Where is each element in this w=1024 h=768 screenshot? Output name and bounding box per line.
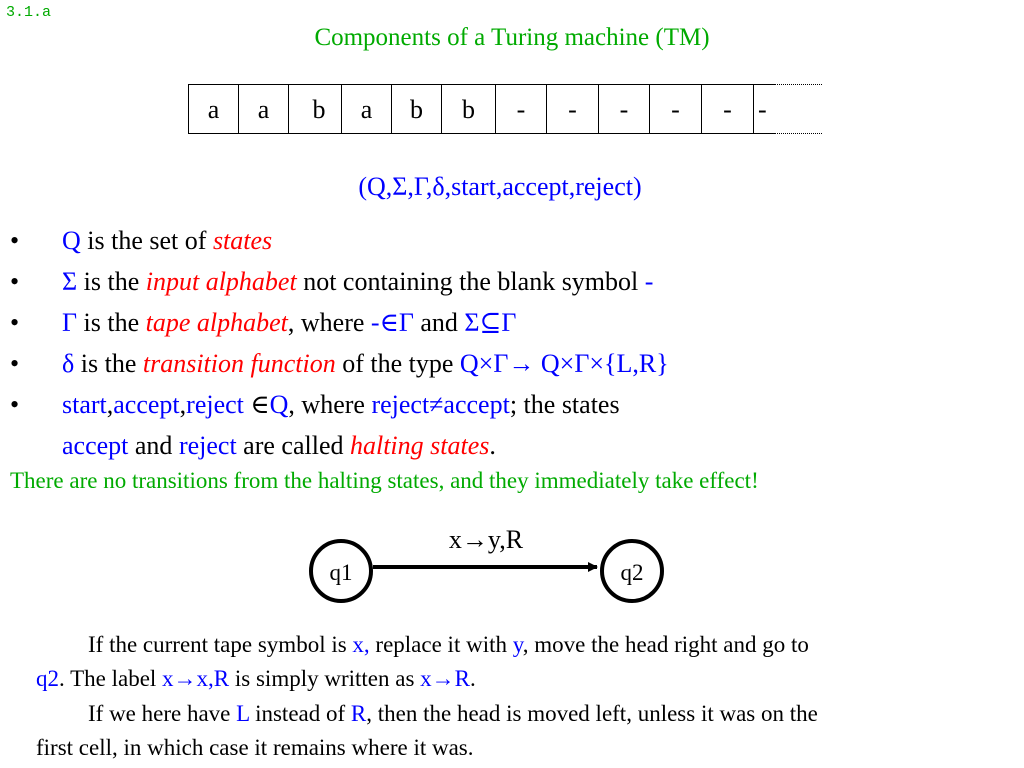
text: , move the head right and go to: [522, 632, 809, 657]
symbol-delta: δ: [62, 349, 75, 378]
direction-l: L: [236, 701, 250, 726]
text: .: [489, 431, 496, 460]
explanation-line-2: [36, 662, 996, 696]
text: , where: [287, 308, 371, 337]
relation-blank-in-gamma: -∈Γ: [370, 308, 414, 337]
text: are called: [236, 431, 350, 460]
text: , then the head is moved left, unless it was on the: [366, 701, 818, 726]
text: is the: [74, 349, 143, 378]
symbol-gamma: Γ: [62, 308, 78, 337]
state-q1-label: q1: [329, 560, 353, 585]
text: replace it with: [369, 632, 513, 657]
text: ,: [179, 390, 187, 419]
text: first cell, in which case it remains where it was.: [36, 735, 474, 760]
term-input-alphabet: input alphabet: [145, 267, 297, 296]
tape-continuation: [774, 84, 822, 134]
label-short: x→R: [420, 666, 471, 691]
text: .: [470, 666, 476, 691]
symbol-y: y: [512, 632, 523, 657]
tape-cell: -: [598, 84, 649, 134]
symbol-q: Q: [62, 226, 81, 255]
tape-cell: -: [701, 84, 753, 134]
tape-cell: a: [238, 84, 288, 134]
slide-title: Components of a Turing machine (TM): [314, 24, 710, 51]
term-tape-alphabet: tape alphabet: [145, 308, 288, 337]
term-halting-states: halting states: [349, 431, 490, 460]
symbol-sigma: Σ: [62, 267, 78, 296]
text: of the type: [335, 349, 460, 378]
bullet-dot: •: [10, 390, 20, 419]
direction-r: R: [350, 701, 367, 726]
state-start: start: [62, 390, 107, 419]
tape-cell: b: [288, 84, 341, 134]
text: . The label: [59, 666, 163, 691]
text: , where: [288, 390, 372, 419]
text: instead of: [249, 701, 351, 726]
tape-cell: -: [546, 84, 598, 134]
bullet-dot: •: [10, 226, 20, 255]
term-states: states: [212, 226, 273, 255]
text: and: [128, 431, 179, 460]
text: is simply written as: [229, 666, 421, 691]
state-reject: reject: [178, 431, 237, 460]
tape-cell: b: [391, 84, 441, 134]
relation-reject-neq-accept: reject≠accept: [371, 390, 510, 419]
transition-label: x→y,R: [448, 525, 524, 554]
explanation-line-3: [36, 697, 996, 731]
symbol-x: x,: [352, 632, 370, 657]
text: If we here have: [88, 701, 237, 726]
tape-cell: -: [495, 84, 546, 134]
tape-cell: -: [649, 84, 701, 134]
text: ,: [106, 390, 114, 419]
slide-number: 3.1.a: [6, 4, 52, 21]
text: is the: [77, 267, 146, 296]
bullet-dot: •: [10, 267, 20, 296]
text: ∈: [243, 390, 270, 419]
explanation-line-1: [36, 628, 996, 662]
tape-cell: b: [441, 84, 495, 134]
blank-symbol: -: [644, 267, 654, 296]
text: If the current tape symbol is: [88, 632, 353, 657]
state-reject: reject: [186, 390, 244, 419]
relation-sigma-subset-gamma: Σ⊆Γ: [464, 308, 517, 337]
symbol-q: Q: [269, 390, 289, 419]
halting-note: There are no transitions from the halting states, and they immediately take effect!: [10, 468, 759, 493]
state-diagram: [290, 520, 690, 612]
text: is the: [77, 308, 146, 337]
text: and: [413, 308, 465, 337]
state-accept: accept: [113, 390, 180, 419]
state-accept: accept: [62, 431, 129, 460]
text: is the set of: [80, 226, 213, 255]
tape-cell: -: [753, 84, 774, 134]
bullet-dot: •: [10, 308, 20, 337]
text: ; the states: [509, 390, 620, 419]
transition-type: Q×Γ→ Q×Γ×{L,R}: [459, 349, 669, 378]
tm-tuple: (Q,Σ,Γ,δ,start,accept,reject): [358, 172, 642, 201]
tape-cell: a: [188, 84, 238, 134]
explanation-line-4: [36, 731, 996, 765]
term-transition-function: transition function: [142, 349, 336, 378]
text: not containing the blank symbol: [296, 267, 645, 296]
bullet-dot: •: [10, 349, 20, 378]
state-q2-label: q2: [620, 560, 644, 585]
state-q2-ref: q2: [36, 666, 59, 691]
tape-cell: a: [341, 84, 391, 134]
label-full: x→x,R: [162, 666, 230, 691]
